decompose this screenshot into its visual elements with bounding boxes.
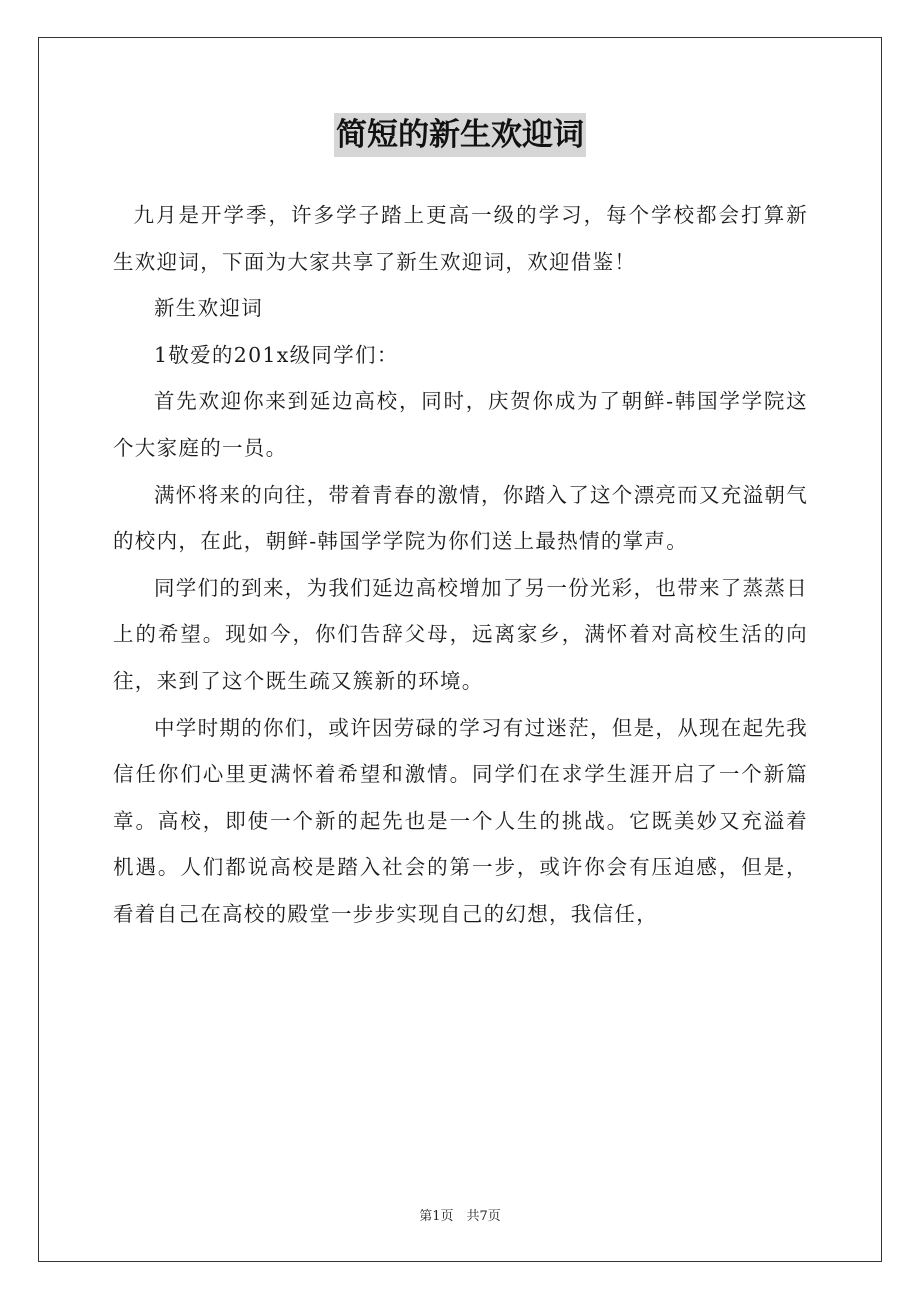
salutation: 1敬爱的201x级同学们：: [154, 342, 399, 367]
body-paragraph: 满怀将来的向往，带着青春的激情，你踏入了这个漂亮而又充溢朝气的校内，在此，朝鲜-韩国学学院为你们送上最热情的掌声。: [113, 482, 808, 554]
document-body: [113, 192, 808, 938]
body-paragraph: 中学时期的你们，或许因劳碌的学习有过迷茫，但是，从现在起先我信任你们心里更满怀着希望和激情。同学们在求学生涯开启了一个新篇章。高校，即使一个新的起先也是一个人生的挑战。它既美妙又充溢着机遇。人们都说高校是踏入社会的第一步，或许你会有压迫感，但是，看着自己在高校的殿堂一步步实现自己的幻想，我信任，: [113, 715, 808, 926]
section-heading: 新生欢迎词: [154, 296, 263, 321]
page-footer: 第1页 共7页: [419, 1209, 501, 1224]
title-container: [0, 113, 920, 157]
body-paragraph: 首先欢迎你来到延边高校，同时，庆贺你成为了朝鲜-韩国学学院这个大家庭的一员。: [113, 389, 808, 460]
document-title: 简短的新生欢迎词: [334, 113, 586, 157]
intro-paragraph: 九月是开学季，许多学子踏上更高一级的学习，每个学校都会打算新生欢迎词，下面为大家共享了新生欢迎词，欢迎借鉴！: [113, 203, 808, 274]
body-paragraph: 同学们的到来，为我们延边高校增加了另一份光彩，也带来了蒸蒸日上的希望。现如今，你们告辞父母，远离家乡，满怀着对高校生活的向往，来到了这个既生疏又簇新的环境。: [113, 575, 808, 693]
